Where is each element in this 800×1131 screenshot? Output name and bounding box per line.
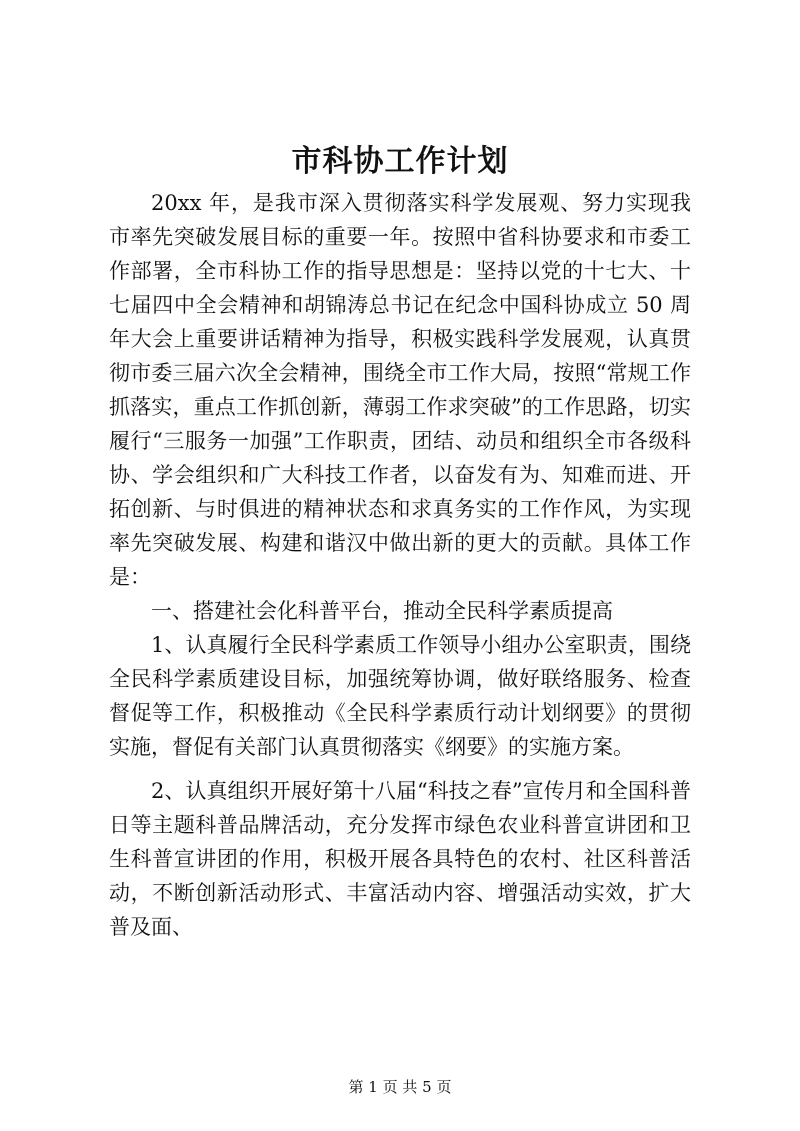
paragraph-item-2: 2、认真组织开展好第十八届“科技之春”宣传月和全国科普日等主题科普品牌活动，充分发挥市绿色农业科普宣讲团和卫生科普宣讲团的作用，积极开展各具特色的农村、社区科普活动，不断创新活动形式、丰富活动内容、增强活动实效，扩大普及面、 bbox=[109, 779, 691, 939]
page-number: 第 1 页 共 5 页 bbox=[348, 1078, 452, 1096]
paragraph-intro: 20xx 年，是我市深入贯彻落实科学发展观、努力实现我市率先突破发展目标的重要一年。按照中省科协要求和市委工作部署，全市科协工作的指导思想是：坚持以党的十七大、十七届四中全会精神和胡锦涛总书记在纪念中国科协成立 50 周年大会上重要讲话精神为指导，积极实践科学发展观，认真贯彻市委三届六次全会精神，围绕全市工作大局，按照“常规工作抓落实，重点工作抓创新，薄弱工作求突破”的工作思路，切实履行“三服务一加强”工作职责，团结、动员和组织全市各级科协、学会组织和广大科技工作者，以奋发有为、知难而进、开拓创新、与时俱进的精神状态和求真务实的工作作风，为实现率先突破发展、构建和谐汉中做出新的更大的贡献。具体工作是： bbox=[109, 191, 691, 589]
section-heading-1: 一、搭建社会化科普平台，推动全民科学素质提高 bbox=[151, 599, 613, 623]
document-body bbox=[109, 186, 691, 944]
paragraph-item-1: 1、认真履行全民科学素质工作领导小组办公室职责，围绕全民科学素质建设目标，加强统筹协调，做好联络服务、检查督促等工作，积极推动《全民科学素质行动计划纲要》的贯彻实施，督促有关部门认真贯彻落实《纲要》的实施方案。 bbox=[109, 633, 691, 759]
document-title: 市科协工作计划 bbox=[291, 144, 509, 179]
